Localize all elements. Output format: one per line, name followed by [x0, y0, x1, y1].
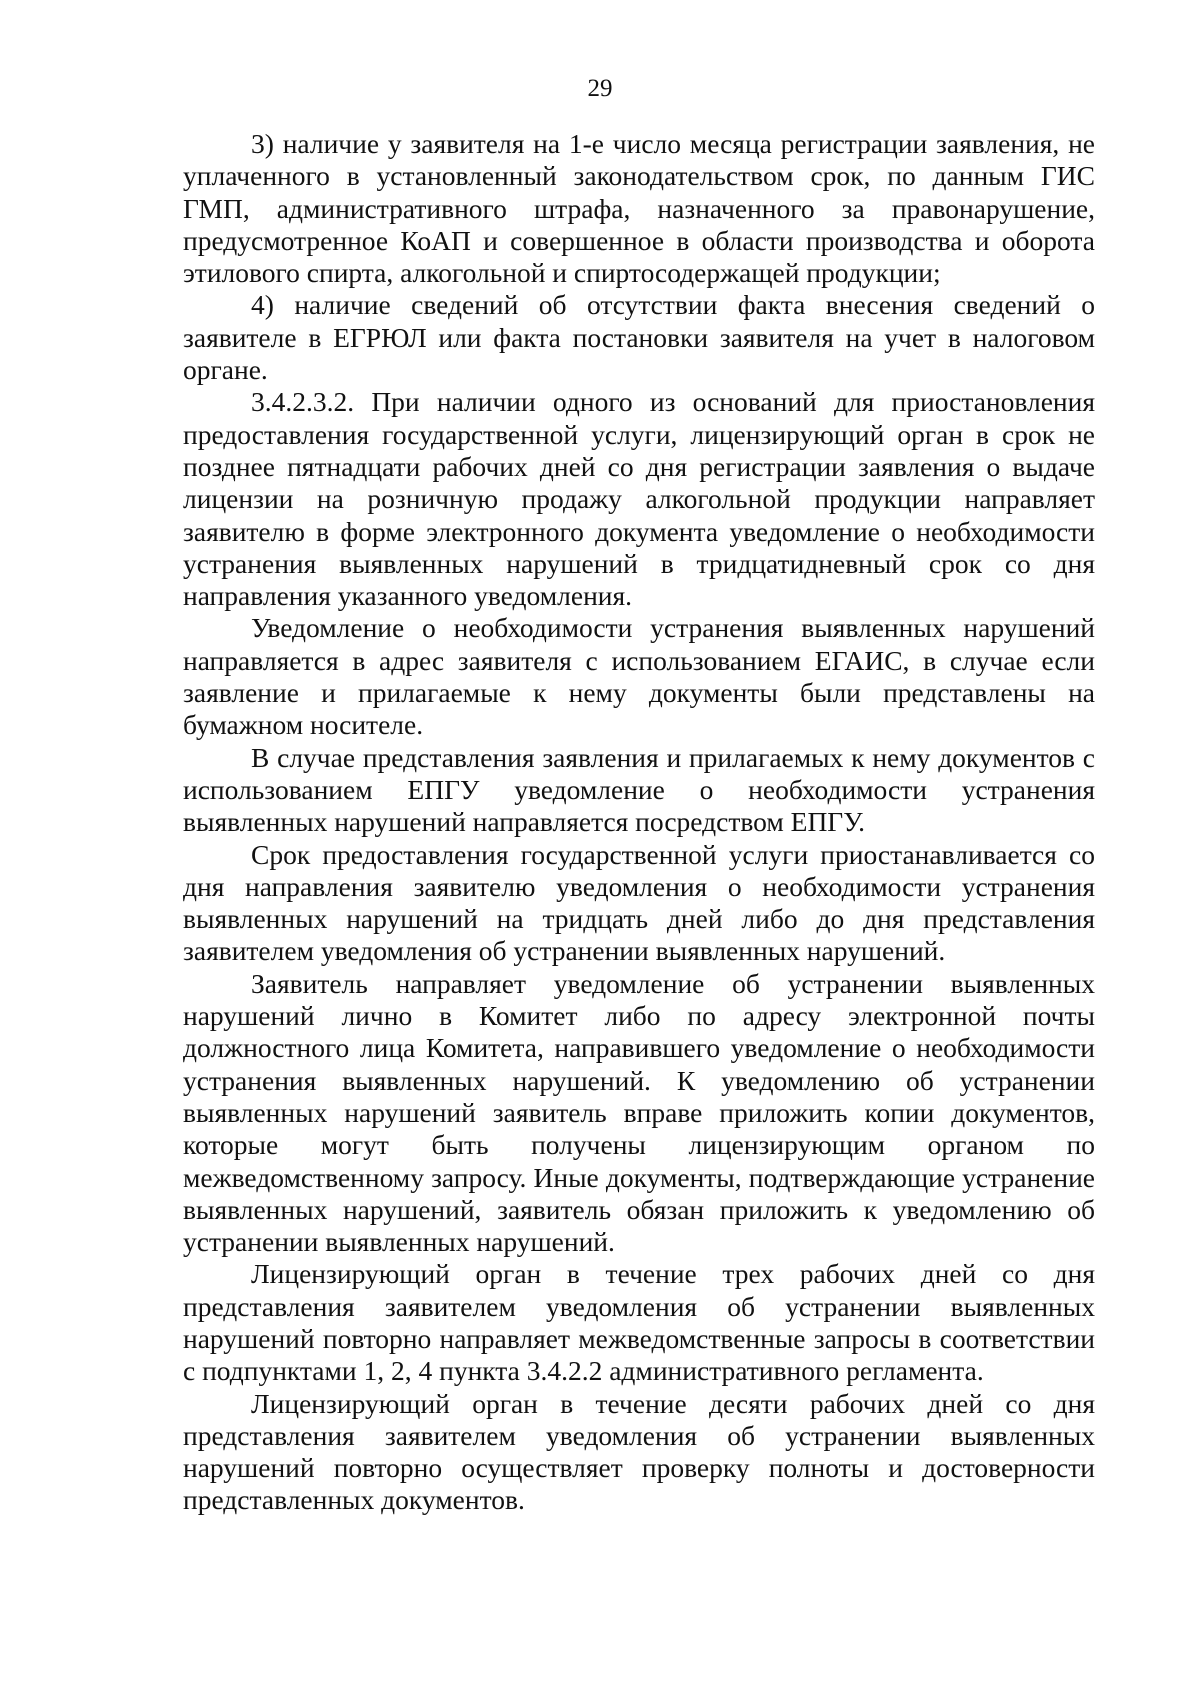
paragraph-notification-egais: Уведомление о необходимости устранения выявленных нарушений направляется в адрес заявителя с использованием ЕГАИС, в случае если заявление и прилагаемые к нему документы были представлены на бумажном носителе.	[183, 612, 1095, 741]
paragraph-ten-days: Лицензирующий орган в течение десяти рабочих дней со дня представления заявителем уведомления об устранении выявленных нарушений повторно осуществляет проверку полноты и достоверности представленных документов.	[183, 1387, 1095, 1516]
paragraph-3-4-2-3-2: 3.4.2.3.2. При наличии одного из оснований для приостановления предоставления государственной услуги, лицензирующий орган в срок не позднее пятнадцати рабочих дней со дня регистрации заявления о выдаче лицензии на розничную продажу алкогольной продукции направляет заявителю в форме электронного документа уведомление о необходимости устранения выявленных нарушений в тридцатидневный срок со дня направления указанного уведомления.	[183, 386, 1095, 612]
document-body	[183, 128, 1095, 1517]
page-number: 29	[587, 75, 613, 102]
paragraph-item-3: 3) наличие у заявителя на 1-е число месяца регистрации заявления, не уплаченного в установленный законодательством срок, по данным ГИС ГМП, административного штрафа, назначенного за правонарушение, предусмотренное КоАП и совершенное в области производства и оборота этилового спирта, алкогольной и спиртосодержащей продукции;	[183, 128, 1095, 289]
paragraph-suspension-term: Срок предоставления государственной услуги приостанавливается со дня направления заявителю уведомления о необходимости устранения выявленных нарушений на тридцать дней либо до дня представления заявителем уведомления об устранении выявленных нарушений.	[183, 838, 1095, 967]
paragraph-applicant-sends: Заявитель направляет уведомление об устранении выявленных нарушений лично в Комитет либо по адресу электронной почты должностного лица Комитета, направившего уведомление о необходимости устранения выявленных нарушений. К уведомлению об устранении выявленных нарушений заявитель вправе приложить копии документов, которые могут быть получены лицензирующим органом по межведомственному запросу. Иные документы, подтверждающие устранение выявленных нарушений, заявитель обязан приложить к уведомлению об устранении выявленных нарушений.	[183, 967, 1095, 1258]
paragraph-notification-epgu: В случае представления заявления и прилагаемых к нему документов с использованием ЕПГУ уведомление о необходимости устранения выявленных нарушений направляется посредством ЕПГУ.	[183, 741, 1095, 838]
paragraph-three-days: Лицензирующий орган в течение трех рабочих дней со дня представления заявителем уведомления об устранении выявленных нарушений повторно направляет межведомственные запросы в соответствии с подпунктами 1, 2, 4 пункта 3.4.2.2 административного регламента.	[183, 1258, 1095, 1387]
paragraph-item-4: 4) наличие сведений об отсутствии факта внесения сведений о заявителе в ЕГРЮЛ или факта постановки заявителя на учет в налоговом органе.	[183, 289, 1095, 386]
